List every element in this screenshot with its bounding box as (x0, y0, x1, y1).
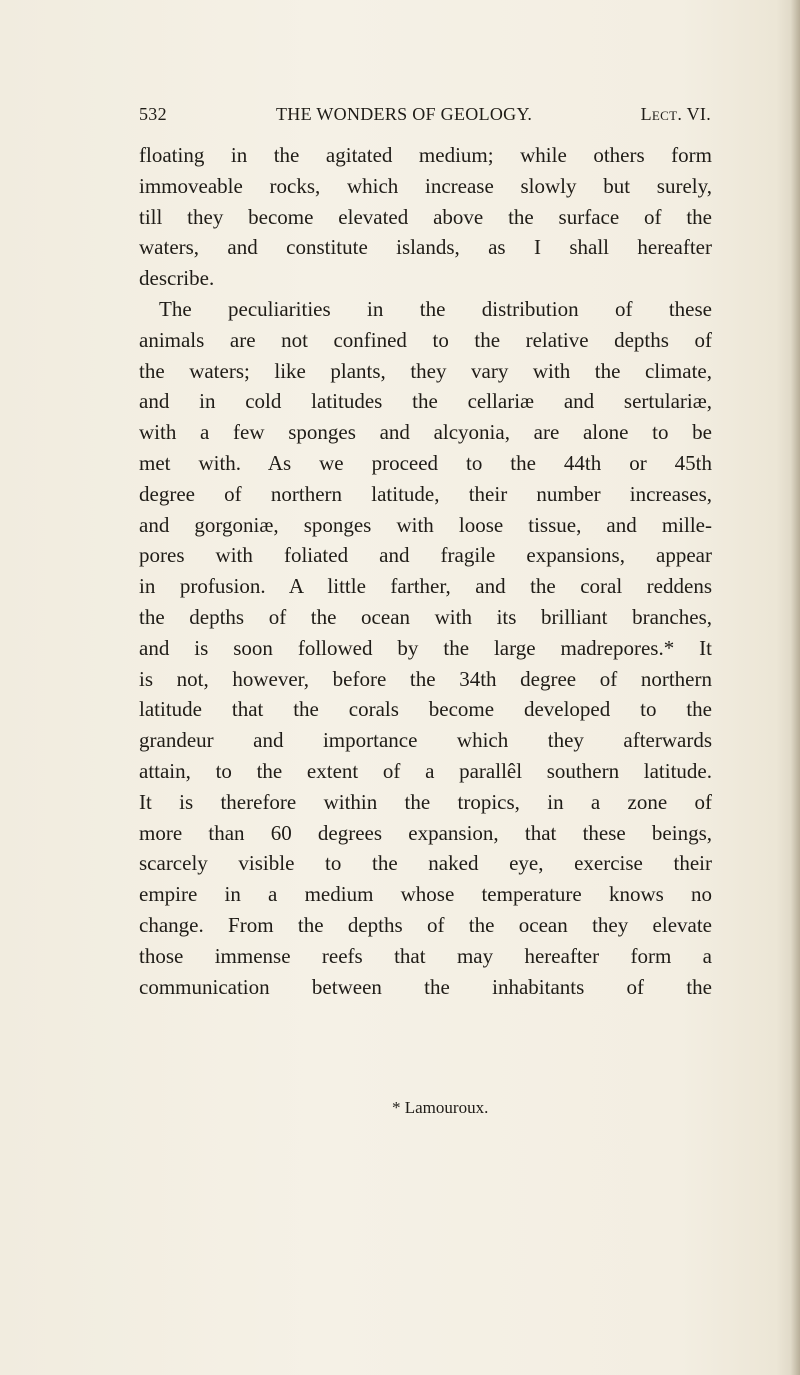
text-line: It is therefore within the tropics, in a zone of (139, 789, 712, 814)
text-line: scarcely visible to the naked eye, exercise their (139, 851, 712, 876)
running-title: THE WONDERS OF GEOLOGY. (276, 104, 533, 124)
text-line: waters, and constitute islands, as I shall hereafter (139, 235, 712, 260)
text-line: latitude that the corals become developed to the (139, 697, 712, 722)
text-line: the depths of the ocean with its brilliant branches, (139, 604, 712, 629)
text-line: The peculiarities in the distribution of these (159, 296, 712, 321)
text-line: animals are not confined to the relative depths of (139, 327, 712, 352)
text-line: till they become elevated above the surface of the (139, 204, 712, 229)
body-text (139, 140, 712, 1002)
text-line: degree of northern latitude, their number increases, (139, 481, 712, 506)
page-edge (790, 0, 800, 1375)
footnote: * Lamouroux. (392, 1098, 489, 1117)
text-line: those immense reefs that may hereafter form a (139, 943, 712, 968)
text-line: floating in the agitated medium; while others form (139, 143, 712, 167)
text-line: and gorgoniæ, sponges with loose tissue, and mille- (139, 512, 712, 537)
text-line: grandeur and importance which they afterwards (139, 728, 712, 753)
text-line: immoveable rocks, which increase slowly but surely, (139, 173, 712, 198)
text-line: communication between the inhabitants of the (139, 974, 712, 999)
text-line: the waters; like plants, they vary with the climate, (139, 358, 712, 383)
text-line: with a few sponges and alcyonia, are alone to be (139, 420, 712, 445)
text-line: is not, however, before the 34th degree of northern (139, 666, 712, 691)
text-line: in profusion. A little farther, and the coral reddens (139, 574, 712, 599)
text-line: empire in a medium whose temperature knows no (139, 882, 712, 907)
text-line: pores with foliated and fragile expansions, appear (139, 543, 712, 568)
text-line: and is soon followed by the large madrepores.* It (139, 635, 712, 660)
running-header (139, 104, 711, 134)
text-line: describe. (139, 266, 215, 291)
text-line: more than 60 degrees expansion, that these beings, (139, 820, 712, 845)
text-line: and in cold latitudes the cellariæ and sertulariæ, (139, 389, 712, 414)
text-line: change. From the depths of the ocean they elevate (139, 912, 712, 937)
text-line: met with. As we proceed to the 44th or 45th (139, 450, 712, 475)
lecture-label: Lect. VI. (640, 104, 711, 124)
text-line: attain, to the extent of a parallêl southern latitude. (139, 758, 712, 783)
page-number: 532 (139, 104, 167, 124)
